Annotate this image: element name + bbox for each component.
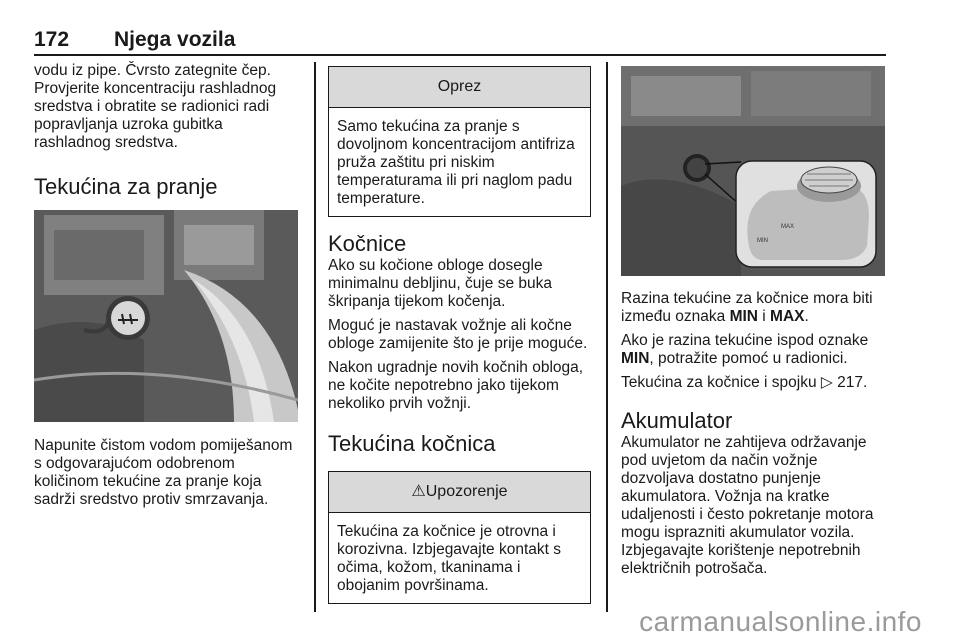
below-pre: Ako je razina tekućine ispod oznake xyxy=(621,332,869,349)
cross-reference xyxy=(621,374,886,392)
page-number: 172 xyxy=(34,28,70,51)
watermark: carmanualsonline.info xyxy=(639,606,922,637)
xref-arrow-icon: ▷ xyxy=(820,374,833,391)
washer-fluid-heading: Tekućina za pranje xyxy=(34,174,218,199)
brakes-paragraph-1: Ako su kočione obloge dosegle minimalnu debljinu, čuje se buka škripanja tijekom kočenja. xyxy=(328,257,553,310)
header-rule xyxy=(34,54,886,56)
washer-reservoir-photo xyxy=(34,210,298,422)
intro-paragraph: vodu iz pipe. Čvrsto zategnite čep. Provjerite koncentraciju rashladnog sredstva i obratite se radionici radi popravljanja uzroka gubitka rashladnog sredstva. xyxy=(34,62,277,151)
level-end: . xyxy=(804,308,809,325)
xref-page: 217. xyxy=(832,374,868,391)
battery-paragraph: Akumulator ne zahtijeva održavanje pod uvjetom da način vožnje dozvoljava dostatno punjenje akumulatora. Vožnja na kratke udaljenosti i često pokretanje motora mogu isprazniti akumulator vozila. Izbjegavajte korištenje nepotrebnih električnih potrošača. xyxy=(621,434,874,577)
caution-text: Samo tekućina za pranje s dovoljnom koncentracijom antifriza pruža zaštitu pri niskim temperaturama ili pri naglom padu temperature. xyxy=(337,118,575,207)
column-1 xyxy=(34,62,302,200)
warning-title: Upozorenje xyxy=(425,483,508,500)
reservoir-min-label: MIN xyxy=(757,238,768,244)
below-min: MIN xyxy=(621,350,650,367)
washer-caption: Napunite čistom vodom pomiješanom s odgovarajućom odobrenom količinom tekućine za pranje koja sadrži sredstvo protiv smrzavanja. xyxy=(34,437,293,508)
warning-box xyxy=(328,471,591,604)
brakes-heading: Kočnice xyxy=(328,231,407,256)
column-divider-1 xyxy=(314,62,316,612)
column-divider-2 xyxy=(606,62,608,612)
reservoir-max-label: MAX xyxy=(781,224,795,230)
below-post: , potražite pomoć u radionici. xyxy=(649,350,848,367)
warning-text: Tekućina za kočnice je otrovna i korozivna. Izbjegavajte kontakt s očima, kožom, tkaninama i obojanim površinama. xyxy=(337,523,562,594)
column-1-caption xyxy=(34,437,302,515)
level-and: i xyxy=(757,308,771,325)
battery-heading: Akumulator xyxy=(621,408,733,433)
column-3 xyxy=(621,290,886,584)
caution-box xyxy=(328,66,591,217)
caution-title: Oprez xyxy=(329,67,590,108)
level-min: MIN xyxy=(729,308,758,325)
brake-fluid-reservoir-photo xyxy=(621,66,885,276)
brake-fluid-heading: Tekućina kočnica xyxy=(328,431,496,456)
warning-icon: ⚠ xyxy=(411,483,426,500)
page-header xyxy=(34,28,886,52)
running-title: Njega vozila xyxy=(114,28,236,51)
warning-header xyxy=(329,472,590,513)
level-max: MAX xyxy=(770,308,805,325)
xref-text: Tekućina za kočnice i spojku xyxy=(621,374,821,391)
level-pre: Razina tekućine za kočnice mora biti između oznaka xyxy=(621,290,873,325)
below-min-paragraph xyxy=(621,332,886,368)
column-2 xyxy=(328,66,591,604)
brakes-paragraph-3: Nakon ugradnje novih kočnih obloga, ne kočite nepotrebno jako tijekom nekoliko prvih vožnji. xyxy=(328,359,584,412)
brakes-paragraph-2: Moguć je nastavak vožnje ali kočne obloge zamijenite što je prije moguće. xyxy=(328,317,588,352)
level-paragraph xyxy=(621,290,886,326)
